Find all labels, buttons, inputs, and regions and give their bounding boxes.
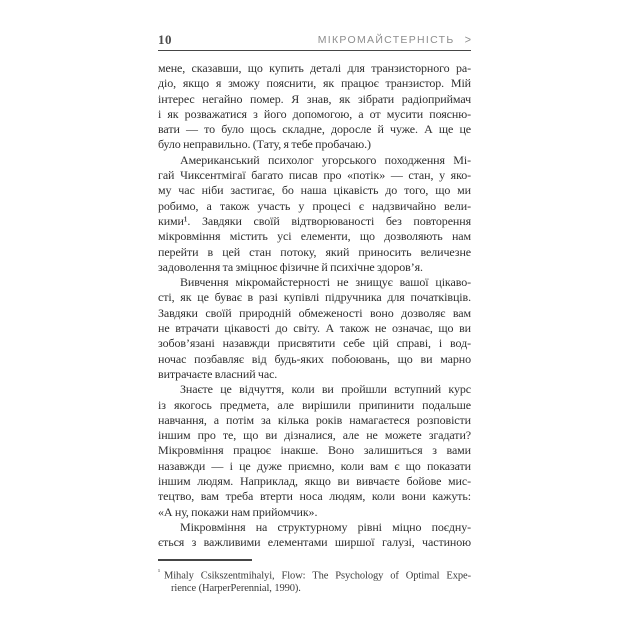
footnote-rule bbox=[158, 559, 252, 561]
text-line: навчання, а потім за кілька років намагаєтеся розповісти bbox=[158, 412, 471, 427]
paragraph bbox=[158, 382, 471, 520]
text-line: Американський психолог угорського походження Мі- bbox=[180, 152, 471, 167]
text-line: іншим про те, що ви дізналися, але не можете згадати? bbox=[158, 428, 471, 443]
paragraph bbox=[158, 153, 471, 275]
chevron-right-icon: > bbox=[464, 33, 471, 47]
footnote bbox=[158, 559, 471, 596]
text-line: тецтво, вам треба втерти носа людям, коли вони кажуть: bbox=[158, 489, 471, 504]
text-line: було неправильно. (Тату, я тебе пробачаю.) bbox=[158, 137, 371, 152]
text-line: Мікровміння на структурному рівні міцно поєдну- bbox=[180, 519, 471, 534]
paragraph bbox=[158, 520, 471, 551]
footnote-citation-end: rience (HarperPerennial, 1990). bbox=[171, 583, 301, 594]
text-line: із якогось предмета, але вирішили припинити подальше bbox=[158, 397, 471, 412]
chapter-title: МІКРОМАЙСТЕРНІСТЬ bbox=[317, 34, 455, 46]
text-line: Вивчення мікромайстерності не знищує вашої цікаво- bbox=[180, 275, 471, 290]
page-header bbox=[158, 33, 471, 51]
text-line: задоволення та зміцнює фізичне й психічне здоров’я. bbox=[158, 259, 423, 274]
text-line: Мікровміння працює інакше. Воно залишиться з вами bbox=[158, 443, 471, 458]
text-line: і як розважатися з його допомогою, а от мусити поясню- bbox=[158, 106, 471, 121]
text-line: не втрачати цікавості до світу. А також не означає, що ви bbox=[158, 321, 471, 336]
text-line: кими¹. Завдяки своїй відтворюваності без повторення bbox=[158, 213, 471, 228]
text-line: зобов’язані назавжди присвятити себе цій справі, і вод- bbox=[158, 336, 471, 351]
text-line: вати — то було щось складне, дорослe й чуже. А ще це bbox=[158, 122, 471, 137]
footnote-line bbox=[158, 566, 471, 583]
text-line: ночас позбавляє від будь-яких побоювань, що ви марно bbox=[158, 351, 471, 366]
text-line: іншим людям. Наприклад, якщо ви вивчаєте бойове мис- bbox=[158, 474, 471, 489]
text-line: робимо, а також участь у процесі є надзвичайно вели- bbox=[158, 198, 471, 213]
text-line: витрачаєте власний час. bbox=[158, 366, 278, 381]
page-body bbox=[158, 61, 471, 551]
text-line: сті, як це буває в разі купівлі підручника для початківців. bbox=[158, 290, 471, 305]
text-line: Знаєте це відчуття, коли ви пройшли вступний курс bbox=[180, 382, 471, 397]
text-line: інтерес негайно помер. Я знав, як зібрати радіоприймач bbox=[158, 91, 471, 106]
book-page bbox=[158, 33, 471, 595]
text-line: «А ну, покажи нам прийомчик». bbox=[158, 504, 318, 519]
footnote-citation-start: Mihaly Csikszentmihalyi, Flow: The Psychology of Optimal Expe- bbox=[164, 570, 471, 581]
chapter-breadcrumb[interactable] bbox=[318, 34, 471, 46]
text-line: діо, якщо я зможу пояснити, як працює транзистор. Мій bbox=[158, 76, 471, 91]
footnote-marker: ¹ bbox=[158, 567, 160, 576]
footnote-text bbox=[158, 566, 471, 596]
text-line: му час ніби застигає, бо наша цікавість до того, що ми bbox=[158, 183, 471, 198]
text-line: назавжди — і це дуже приємно, коли вам є що показати bbox=[158, 458, 471, 473]
text-line: Завдяки своїй природній обмеженості воно дозволяє вам bbox=[158, 305, 471, 320]
paragraph bbox=[158, 61, 471, 153]
text-line: мене, сказавши, що купить деталі для транзисторного ра- bbox=[158, 61, 471, 75]
text-line: ється з важливими елементами ширшої галузі, частиною bbox=[158, 535, 471, 550]
paragraph bbox=[158, 275, 471, 382]
text-line: мікровміння містить усі елементи, що дозволяють нам bbox=[158, 229, 471, 244]
text-line: перейти в цей стан потоку, який приносить величезне bbox=[158, 244, 471, 259]
page-number: 10 bbox=[158, 32, 172, 47]
text-line: гай Чиксентмігаї багато писав про «потік» — стан, у яко- bbox=[158, 168, 471, 183]
